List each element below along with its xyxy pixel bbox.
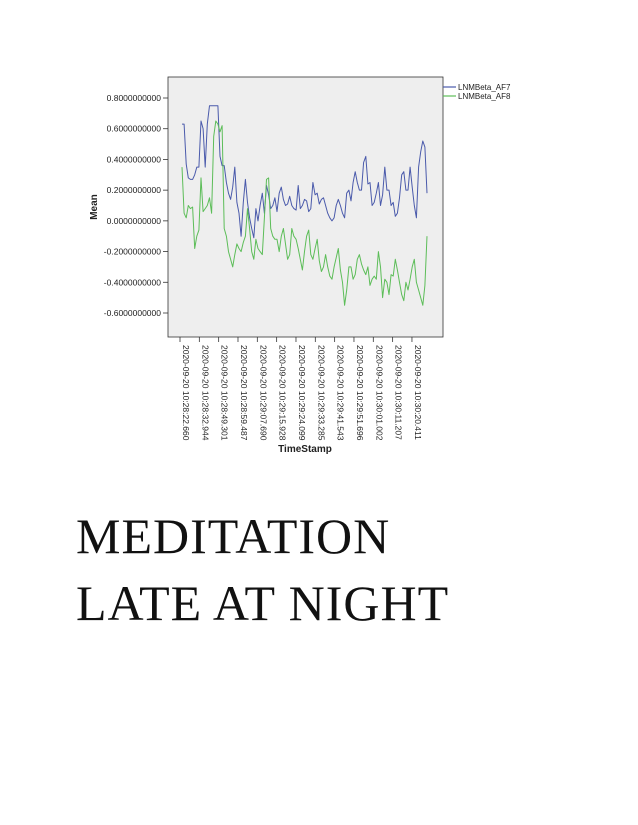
- x-tick-label: 2020-09-20 10:29:41.543: [335, 345, 346, 441]
- y-tick-label: 0.0000000000: [106, 215, 161, 226]
- x-axis-title: TimeStamp: [278, 444, 332, 455]
- y-axis: [104, 93, 168, 318]
- legend-label-af8: LNMBeta_AF8: [458, 92, 511, 101]
- y-tick-label: -0.4000000000: [103, 277, 161, 288]
- y-axis-title: Mean: [89, 194, 100, 220]
- x-tick-label: 2020-09-20 10:30:20.411: [412, 345, 423, 440]
- x-tick-label: 2020-09-20 10:28:32.944: [200, 345, 211, 441]
- plot-area: [168, 77, 443, 337]
- x-tick-label: 2020-09-20 10:29:24.099: [296, 345, 307, 441]
- x-tick-label: 2020-09-20 10:30:11.207: [393, 345, 404, 440]
- legend: [443, 83, 511, 101]
- x-tick-label: 2020-09-20 10:29:07.690: [258, 345, 269, 441]
- x-tick-label: 2020-09-20 10:28:59.487: [238, 345, 249, 441]
- x-axis: [180, 337, 423, 441]
- x-tick-label: 2020-09-20 10:29:15.928: [277, 345, 288, 441]
- y-tick-label: -0.2000000000: [103, 246, 161, 257]
- y-tick-label: 0.2000000000: [106, 185, 161, 196]
- legend-label-af7: LNMBeta_AF7: [458, 83, 511, 92]
- x-tick-label: 2020-09-20 10:29:51.696: [354, 345, 365, 441]
- caption-line-2: LATE AT NIGHT: [76, 575, 450, 631]
- x-tick-label: 2020-09-20 10:30:01.002: [374, 345, 385, 441]
- x-tick-label: 2020-09-20 10:28:22.660: [181, 345, 191, 441]
- y-tick-label: 0.6000000000: [106, 123, 161, 134]
- x-tick-label: 2020-09-20 10:29:33.285: [316, 345, 327, 441]
- caption-line-1: MEDITATION: [76, 508, 391, 564]
- y-tick-label: -0.6000000000: [103, 308, 161, 318]
- x-tick-label: 2020-09-20 10:28:49.301: [219, 345, 230, 441]
- y-tick-label: 0.8000000000: [106, 93, 161, 103]
- y-tick-label: 0.4000000000: [106, 154, 161, 165]
